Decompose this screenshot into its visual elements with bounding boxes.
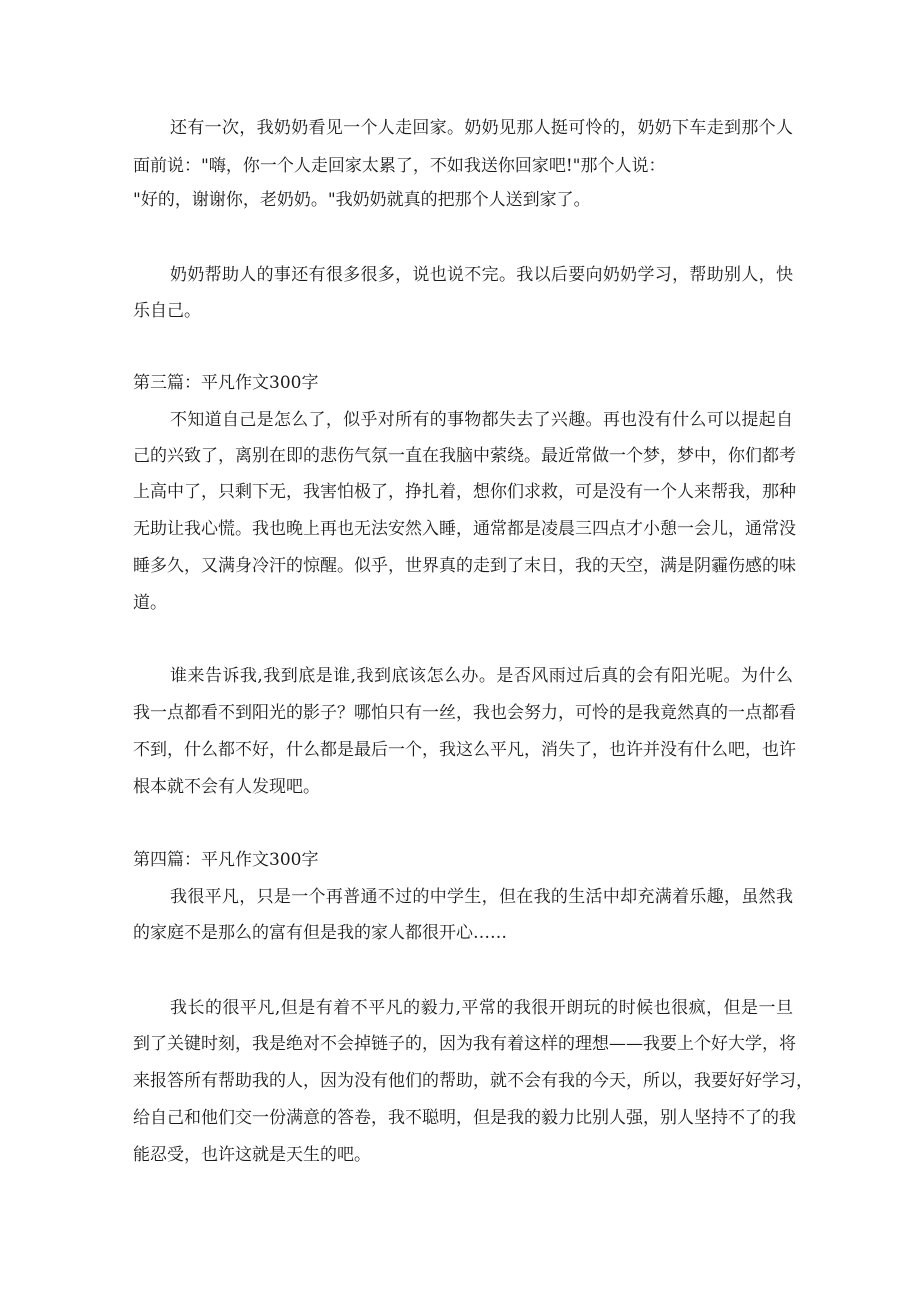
paragraph-3-line-6: 道。 <box>133 593 167 613</box>
paragraph-1-line-3: "好的，谢谢你，老奶奶。"我奶奶就真的把那个人送到家了。 <box>133 190 591 210</box>
paragraph-5-line-2: 的家庭不是那么的富有但是我的家人都很开心…… <box>133 923 507 943</box>
paragraph-2-line-1: 奶奶帮助人的事还有很多很多，说也说不完。我以后要向奶奶学习，帮助别人，快 <box>170 265 793 285</box>
paragraph-4-line-1: 谁来告诉我,我到底是谁,我到底该怎么办。是否风雨过后真的会有阳光呢。为什么 <box>170 666 793 686</box>
paragraph-3-line-3: 上高中了，只剩下无，我害怕极了，挣扎着，想你们求救，可是没有一个人来帮我，那种 <box>133 482 796 502</box>
paragraph-4-line-3: 不到，什么都不好，什么都是最后一个，我这么平凡，消失了，也许并没有什么吧，也许 <box>133 740 796 760</box>
paragraph-1-line-2: 面前说："嗨，你一个人走回家太累了，不如我送你回家吧!"那个人说： <box>133 156 666 176</box>
paragraph-5-line-1: 我很平凡，只是一个再普通不过的中学生，但在我的生活中却充满着乐趣，虽然我 <box>170 887 793 907</box>
paragraph-6-line-5: 能忍受，也许这就是天生的吧。 <box>133 1145 371 1165</box>
section-heading-3: 第三篇：平凡作文300字 <box>133 373 319 393</box>
paragraph-4-line-4: 根本就不会有人发现吧。 <box>133 777 320 797</box>
paragraph-4-line-2: 我一点都看不到阳光的影子？哪怕只有一丝，我也会努力，可怜的是我竟然真的一点都看 <box>133 703 796 723</box>
paragraph-3-line-5: 睡多久，又满身冷汗的惊醒。似乎，世界真的走到了末日，我的天空，满是阴霾伤感的味 <box>133 556 796 576</box>
section-heading-4: 第四篇：平凡作文300字 <box>133 850 319 870</box>
paragraph-6-line-2: 到了关键时刻，我是绝对不会掉链子的，因为我有着这样的理想——我要上个好大学，将 <box>133 1034 796 1054</box>
paragraph-1-line-1: 还有一次，我奶奶看见一个人走回家。奶奶见那人挺可怜的，奶奶下车走到那个人 <box>170 118 793 138</box>
paragraph-3-line-4: 无助让我心慌。我也晚上再也无法安然入睡，通常都是凌晨三四点才小憩一会儿，通常没 <box>133 519 796 539</box>
paragraph-6-line-4: 给自己和他们交一份满意的答卷，我不聪明，但是我的毅力比别人强，别人坚持不了的我 <box>133 1108 796 1128</box>
paragraph-6-line-1: 我长的很平凡,但是有着不平凡的毅力,平常的我很开朗玩的时候也很疯，但是一旦 <box>170 998 793 1018</box>
paragraph-6-line-3: 来报答所有帮助我的人，因为没有他们的帮助，就不会有我的今天，所以，我要好好学习， <box>133 1071 813 1091</box>
paragraph-3-line-2: 己的兴致了，离别在即的悲伤气氛一直在我脑中萦绕。最近常做一个梦，梦中，你们都考 <box>133 446 796 466</box>
paragraph-2-line-2: 乐自己。 <box>133 301 201 321</box>
paragraph-3-line-1: 不知道自己是怎么了，似乎对所有的事物都失去了兴趣。再也没有什么可以提起自 <box>170 410 793 430</box>
